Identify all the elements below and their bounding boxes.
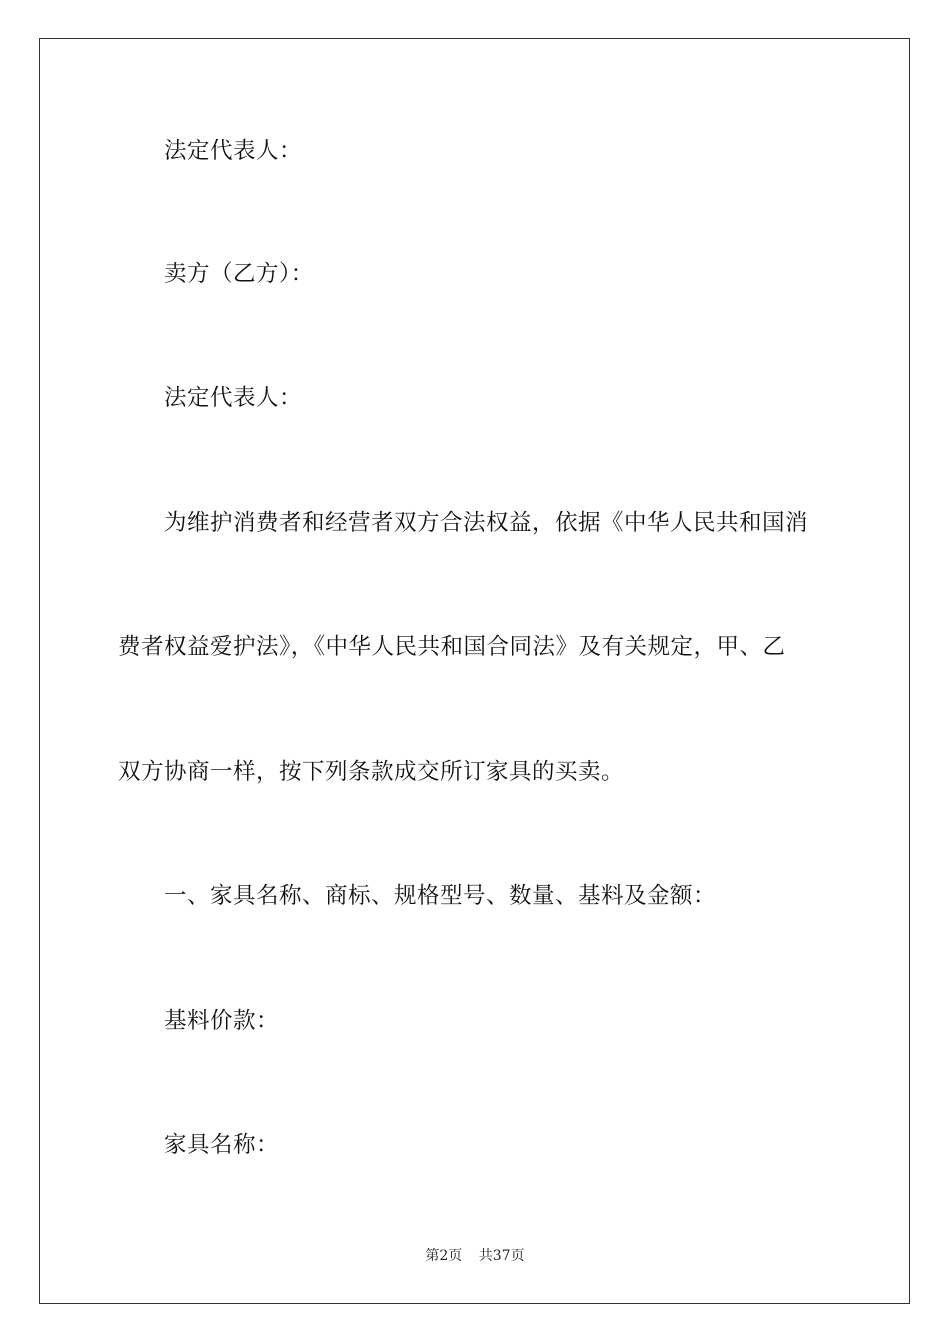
furniture-name-label: 家具名称： <box>164 1132 280 1158</box>
legal-representative-label-1: 法定代表人： <box>164 138 303 164</box>
preamble-line-1: 为维护消费者和经营者双方合法权益，依据《中华人民共和国消 <box>164 510 809 536</box>
seller-label: 卖方（乙方）： <box>164 261 314 287</box>
current-page-number: 第2页 <box>425 1248 463 1264</box>
page-footer <box>0 1246 950 1266</box>
legal-representative-label-2: 法定代表人： <box>164 385 303 411</box>
total-pages: 共37页 <box>478 1248 525 1264</box>
base-material-price-label: 基料价款： <box>164 1008 280 1034</box>
clause-1-heading: 一、家具名称、商标、规格型号、数量、基料及金额： <box>164 883 717 909</box>
preamble-line-3: 双方协商一样，按下列条款成交所订家具的买卖。 <box>118 759 625 785</box>
page-frame <box>39 38 910 1304</box>
preamble-line-2: 费者权益爱护法》，《中华人民共和国合同法》及有关规定，甲、乙 <box>118 634 786 660</box>
